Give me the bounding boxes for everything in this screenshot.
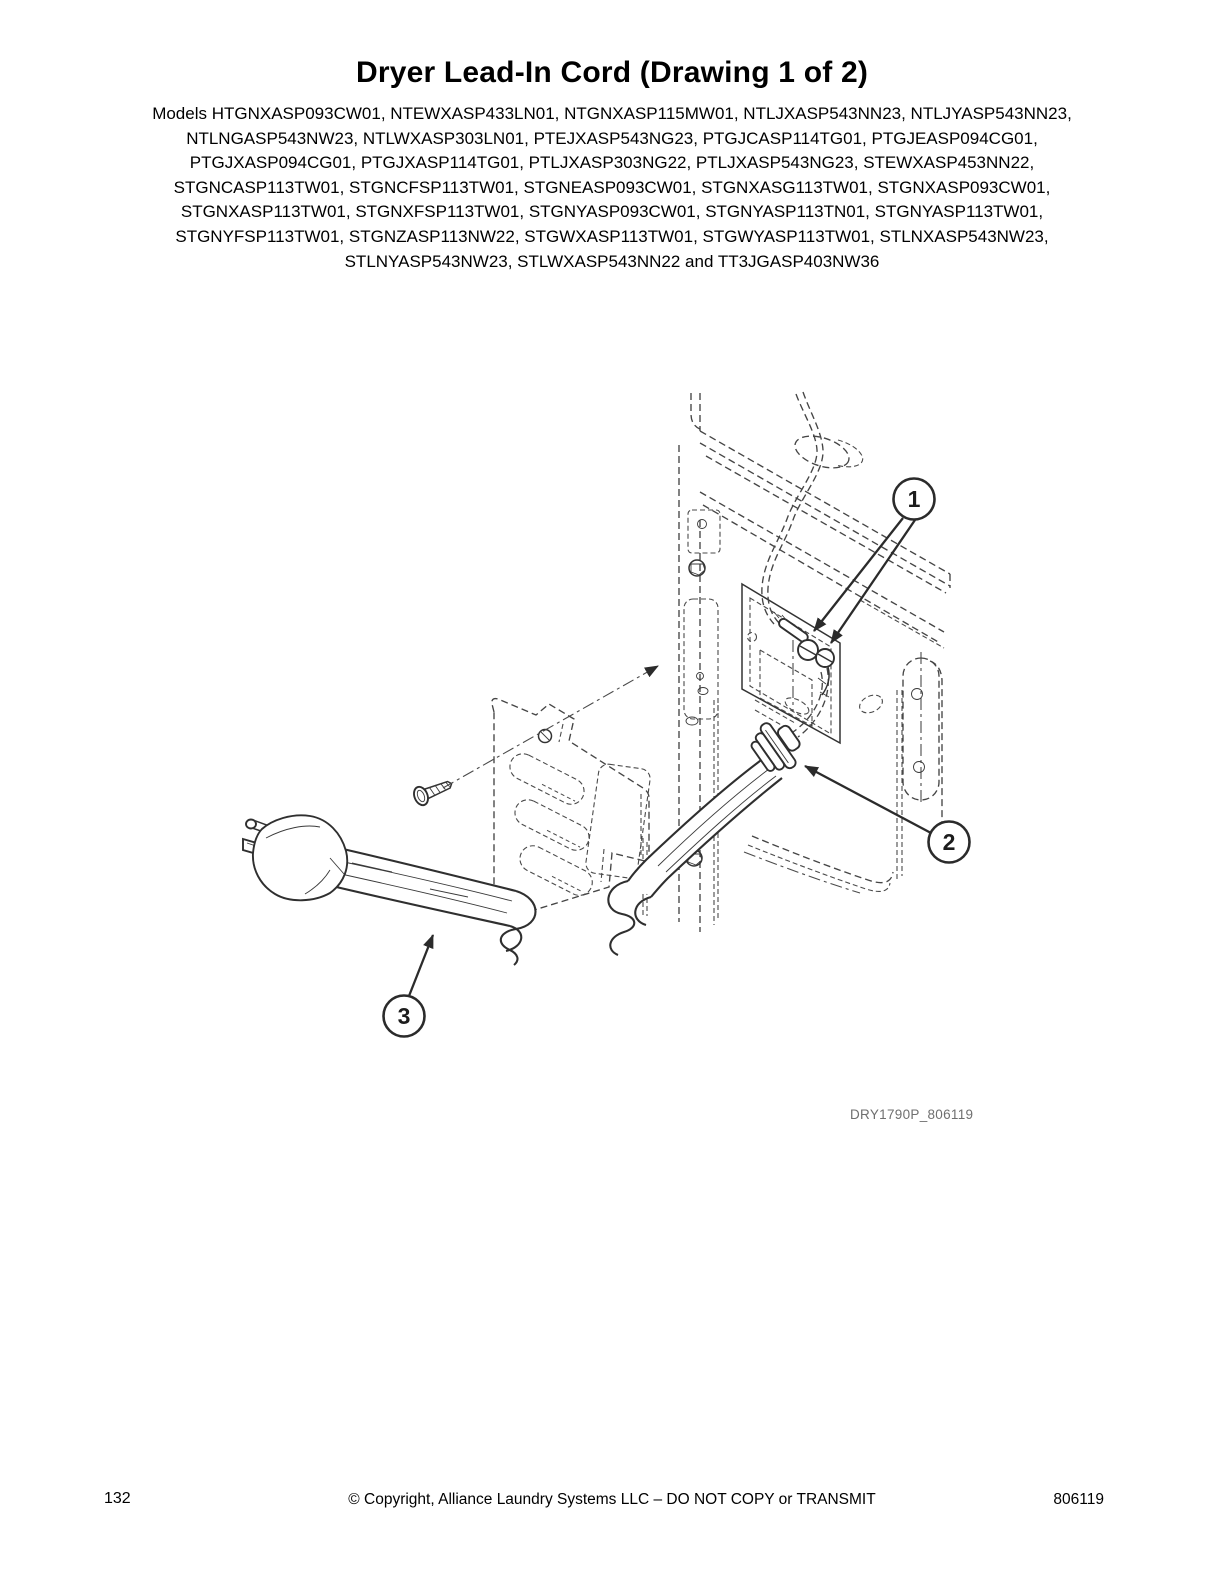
left-edge-tall-bracket <box>684 599 718 719</box>
model-list-line: STLNYASP543NW23, STLWXASP543NN22 and TT3JGASP403NW36 <box>344 251 880 271</box>
dryer-back-panel <box>585 392 950 932</box>
mounting-screw <box>411 775 455 807</box>
power-cord-plug <box>243 815 347 900</box>
model-list-line: PTGJXASP094CG01, PTGJXASP114TG01, PTLJXASP303NG22, PTLJXASP543NG23, STEWXASP453NN22, <box>189 153 1035 173</box>
cord-hole <box>791 430 863 474</box>
obround-cutout <box>903 652 939 806</box>
model-list-line: STGNYFSP113TW01, STGNZASP113NW22, STGWXASP113TW01, STGWYASP113TW01, STLNXASP543NW23, <box>175 226 1049 246</box>
drawing-code: DRY1790P_806119 <box>850 1107 974 1122</box>
plug-body <box>253 815 347 900</box>
callout-3 <box>384 935 434 1037</box>
document-number: 806119 <box>1053 1491 1104 1508</box>
copyright-notice: © Copyright, Alliance Laundry Systems LLC – DO NOT COPY or TRANSMIT <box>348 1491 876 1508</box>
lead-in-cord-right-segment <box>608 758 782 955</box>
assembly-leader-line <box>443 666 658 788</box>
model-list-line: STGNXASP113TW01, STGNXFSP113TW01, STGNYASP093CW01, STGNYASP113TN01, STGNYASP113TW01, <box>180 202 1044 222</box>
access-cover-plate <box>492 699 649 920</box>
callout-1-number: 1 <box>907 486 921 512</box>
callout-3-number: 3 <box>397 1003 411 1029</box>
callout-2-number: 2 <box>942 829 956 855</box>
callout-2 <box>805 766 970 863</box>
callout-1 <box>814 479 935 644</box>
model-list-line: NTLNGASP543NW23, NTLWXASP303LN01, PTEJXASP543NG23, PTGJCASP114TG01, PTGJEASP094CG01, <box>186 128 1038 148</box>
cover-plate-louvers <box>505 749 596 900</box>
page-number: 132 <box>104 1490 131 1507</box>
hex-bolt <box>689 560 705 576</box>
left-edge-bracket <box>688 510 720 553</box>
model-list-line: STGNCASP113TW01, STGNCFSP113TW01, STGNEASP093CW01, STGNXASG113TW01, STGNXASP093CW01, <box>173 177 1051 197</box>
ground-terminal-hardware <box>774 612 834 697</box>
model-list-line: Models HTGNXASP093CW01, NTEWXASP433LN01, NTGNXASP115MW01, NTLJXASP543NN23, NTLJYASP543NN23, <box>152 104 1072 123</box>
page-title: Dryer Lead-In Cord (Drawing 1 of 2) <box>355 56 869 89</box>
